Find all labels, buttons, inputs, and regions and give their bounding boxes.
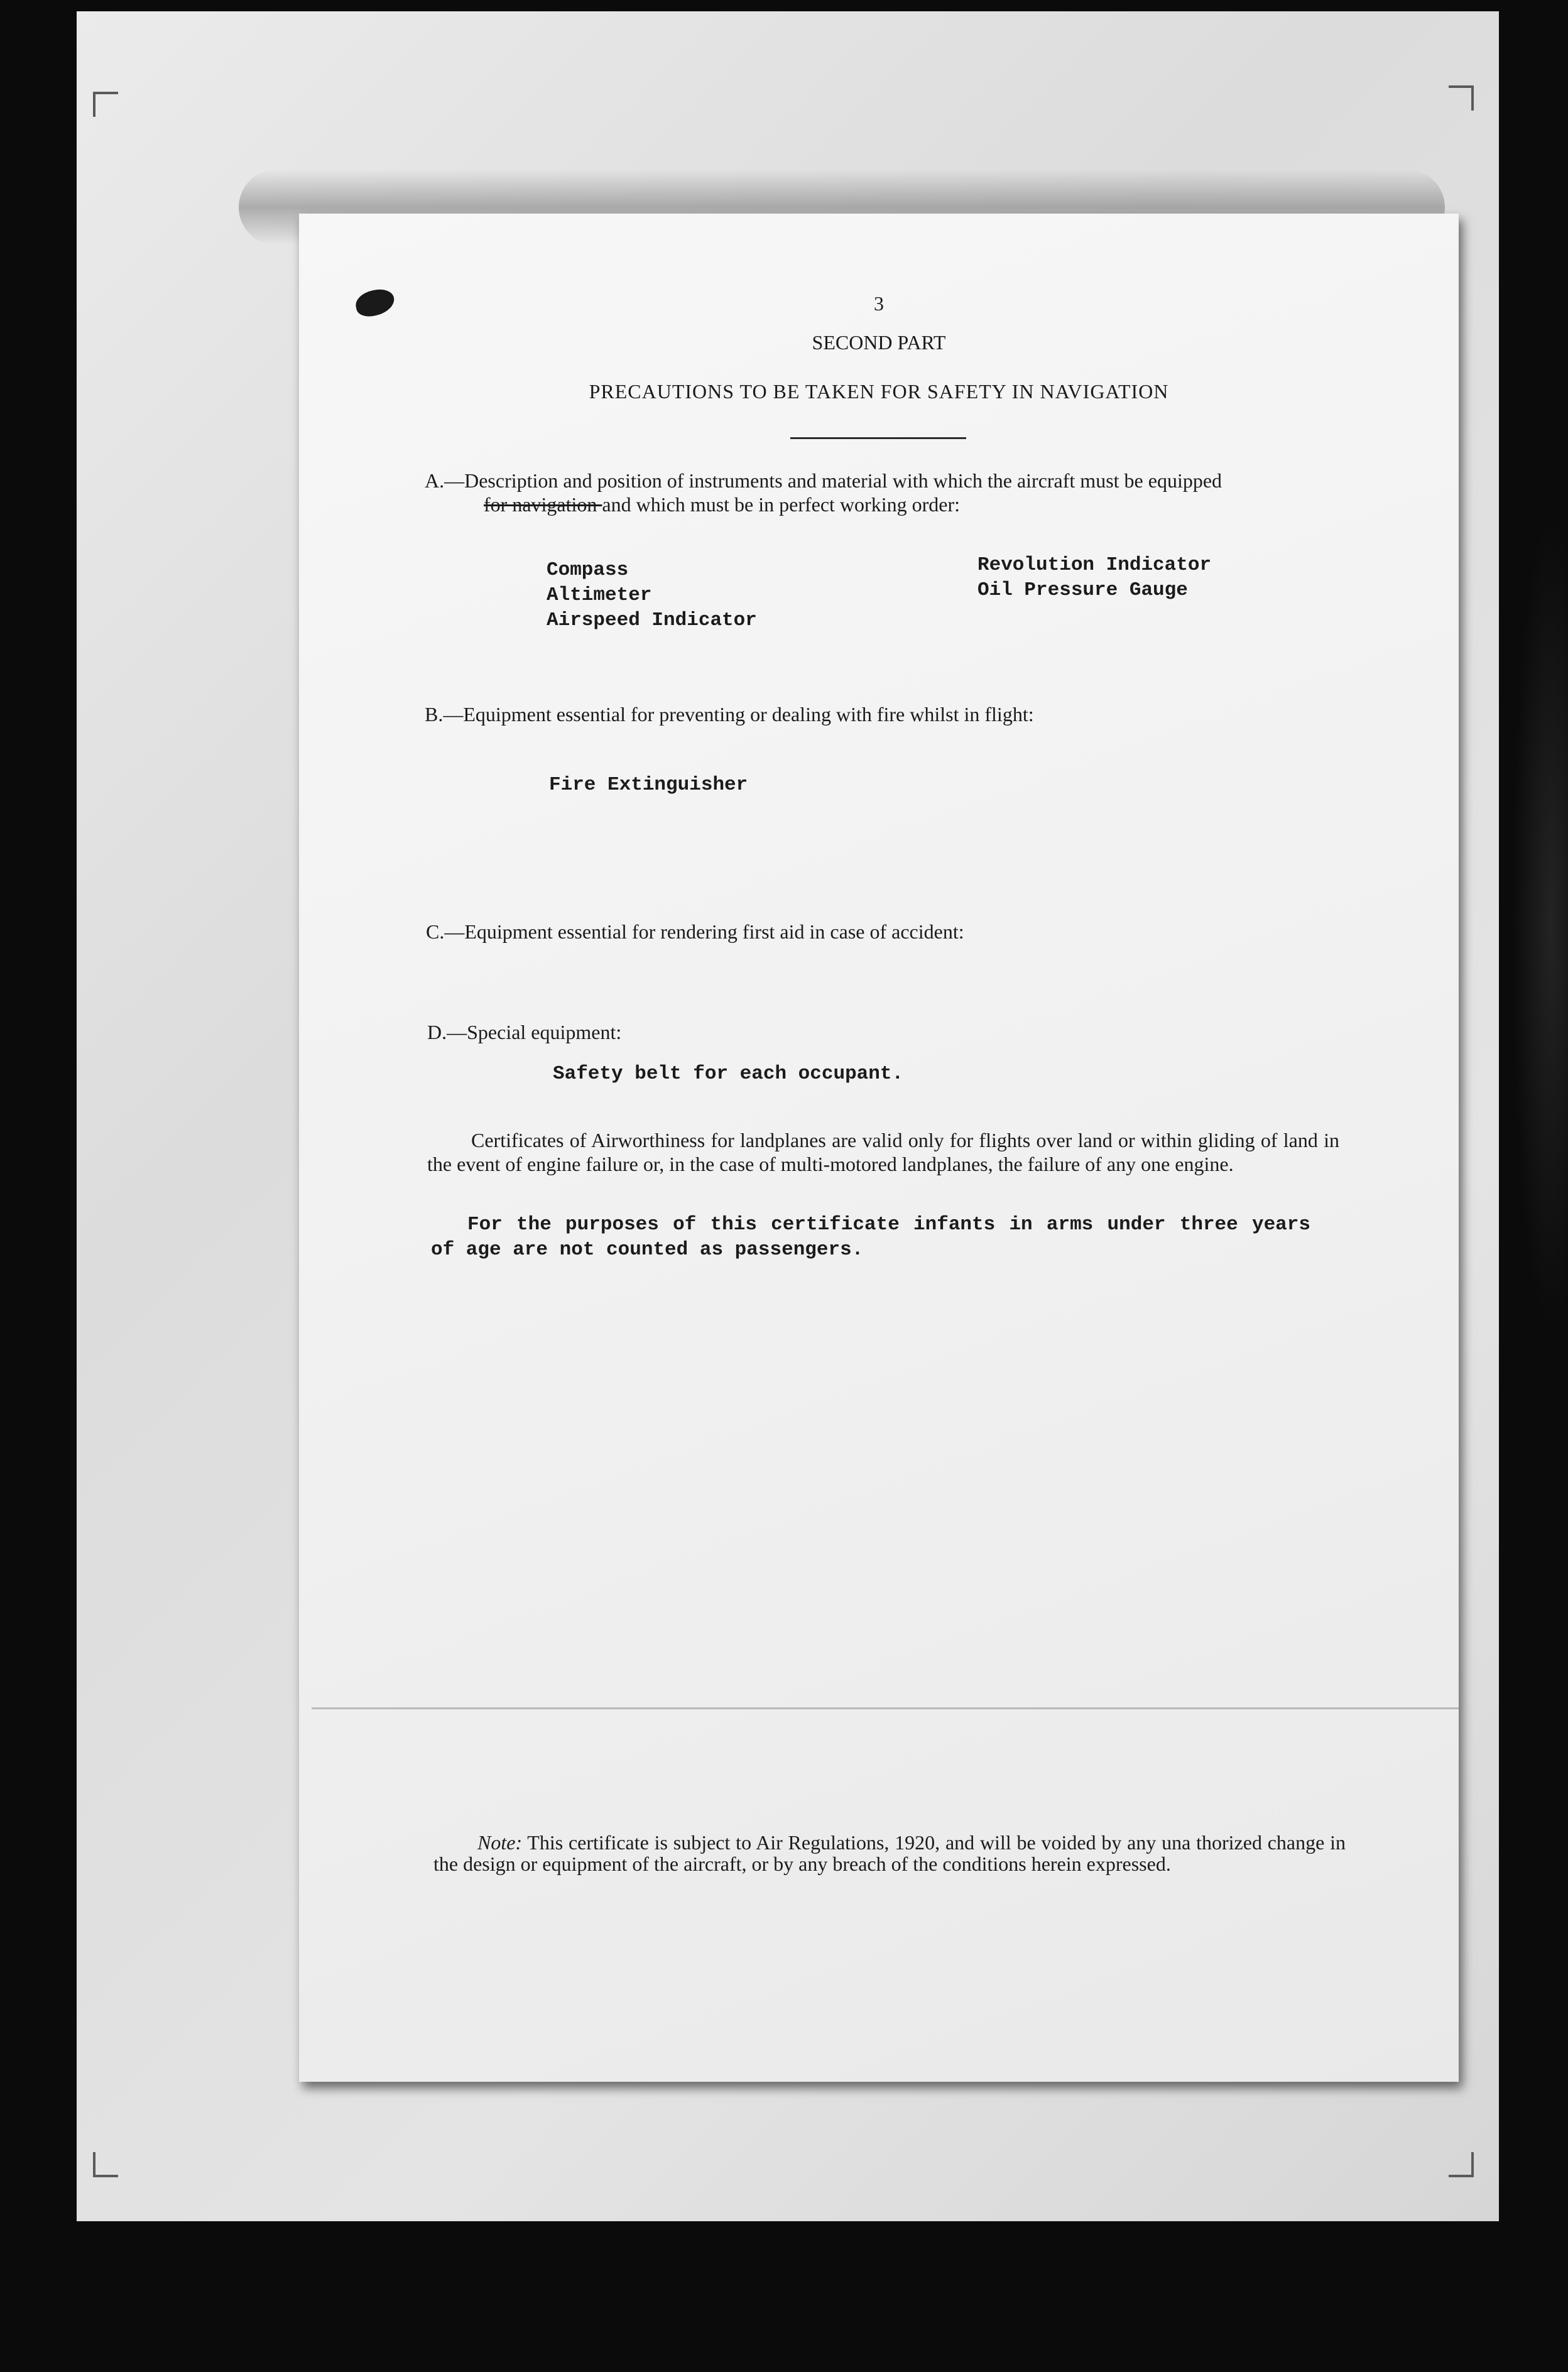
struck-text: for navigation xyxy=(484,493,602,516)
list-item: Airspeed Indicator xyxy=(547,609,757,631)
page-number: 3 xyxy=(874,292,884,315)
section-a-label xyxy=(425,469,1329,516)
corner-mark xyxy=(1449,2152,1474,2177)
list-item: Compass xyxy=(547,559,629,581)
section-b-label: B.—Equipment essential for preventing or dealing with fire whilst in flight: xyxy=(425,703,1034,726)
section-a-line1: A.—Description and position of instruments and material with which the aircraft must be equipped xyxy=(425,469,1222,492)
section-d-label: D.—Special equipment: xyxy=(427,1021,622,1043)
validity-paragraph: Certificates of Airworthiness for landplanes are valid only for flights over land or within gliding of land in the event of engine failure or, in the case of multi-motored landplanes, the failure of any one engine. xyxy=(427,1129,1339,1175)
section-a-left-list xyxy=(547,558,757,633)
document-page xyxy=(299,214,1459,2082)
title-rule xyxy=(790,437,966,439)
corner-mark xyxy=(93,92,118,117)
edge-smudge xyxy=(1511,515,1568,1332)
list-item: Fire Extinguisher xyxy=(549,774,748,796)
note-label: Note: xyxy=(477,1831,523,1854)
section-c-label: C.—Equipment essential for rendering first aid in case of accident: xyxy=(426,920,964,943)
part-heading: SECOND PART xyxy=(812,331,946,354)
list-item: Safety belt for each occupant. xyxy=(553,1063,904,1085)
section-a-rest: and which must be in perfect working order: xyxy=(602,493,960,516)
section-a-line2 xyxy=(425,492,1329,516)
list-item: Revolution Indicator xyxy=(977,554,1212,576)
corner-mark xyxy=(1449,85,1474,111)
infants-paragraph: For the purposes of this certificate infants in arms under three years of age are not counted as passengers. xyxy=(431,1214,1310,1261)
fold-line xyxy=(312,1707,1459,1709)
list-item: Altimeter xyxy=(547,584,652,606)
list-item: Oil Pressure Gauge xyxy=(977,579,1188,601)
section-a-right-list xyxy=(977,553,1211,603)
section-d-list xyxy=(553,1062,903,1087)
note-paragraph xyxy=(433,1832,1346,1874)
corner-mark xyxy=(93,2152,118,2177)
page-title: PRECAUTIONS TO BE TAKEN FOR SAFETY IN NAVIGATION xyxy=(589,380,1169,403)
section-b-list xyxy=(549,773,748,798)
note-text: This certificate is subject to Air Regulations, 1920, and will be voided by any una thorized change in the design or equipment of the aircraft, or by any breach of the conditions herein expressed. xyxy=(433,1831,1346,1875)
